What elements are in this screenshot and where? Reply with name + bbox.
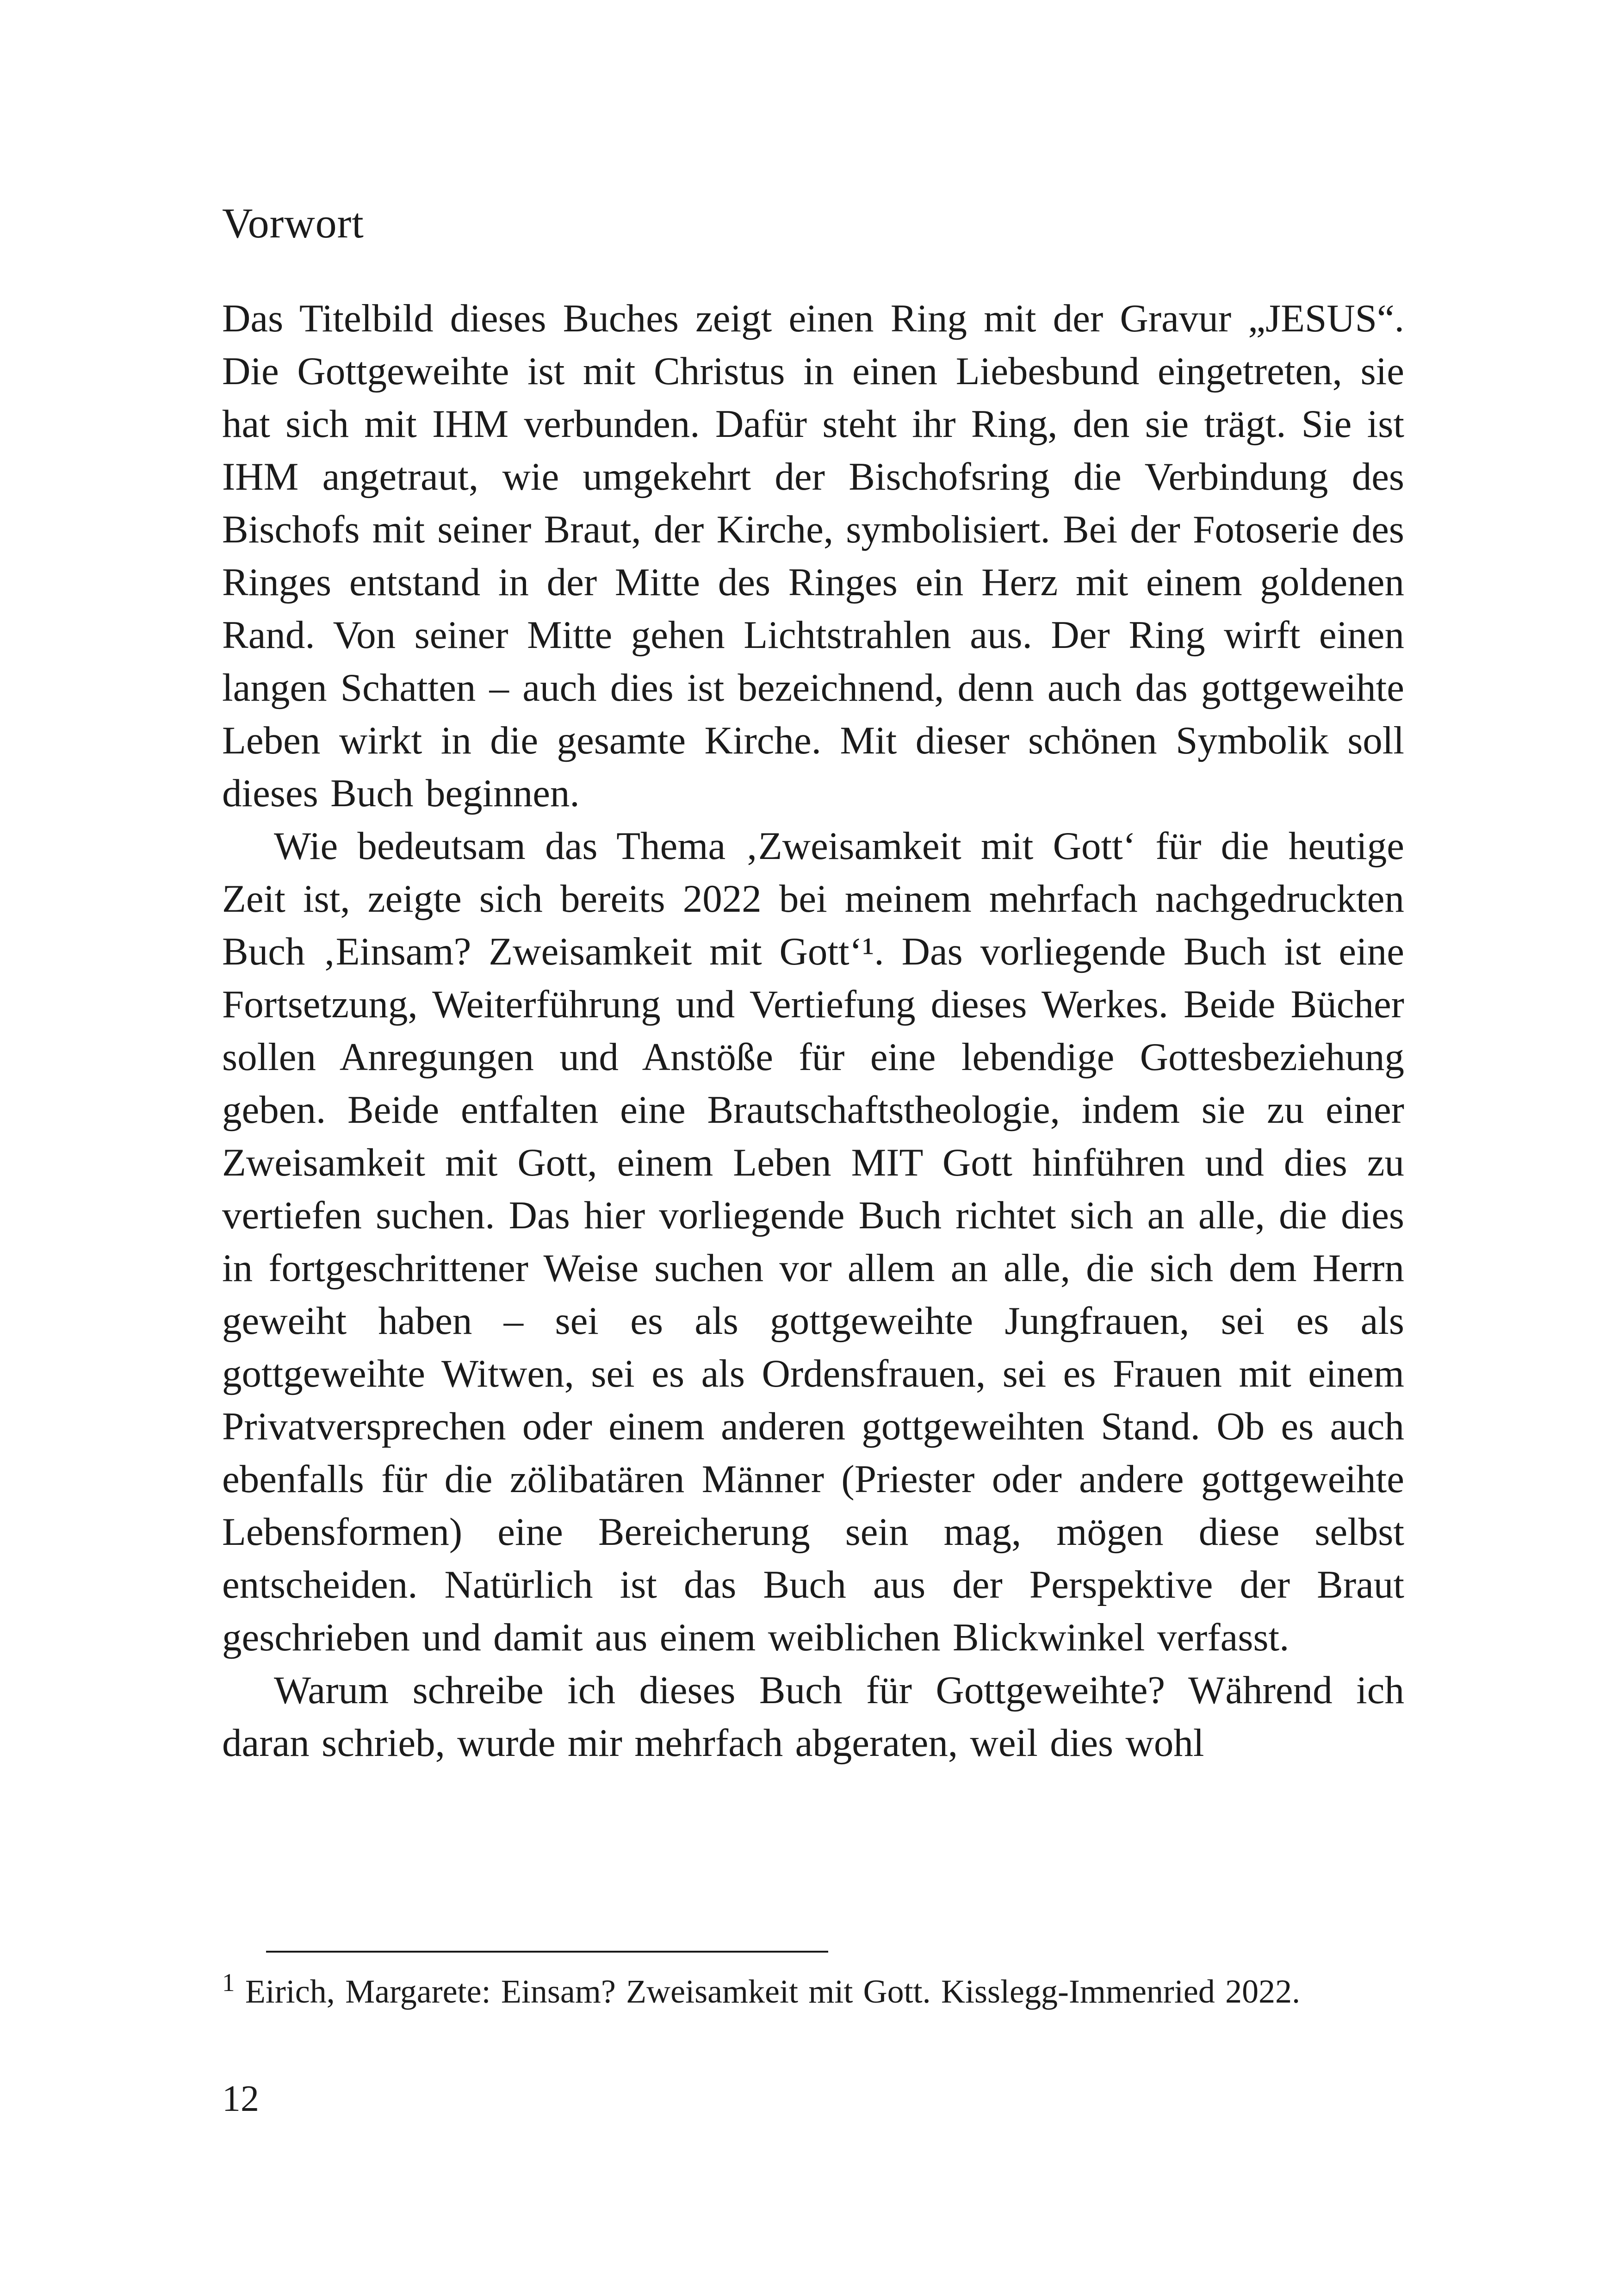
paragraph-3: Warum schreibe ich dieses Buch für Gottgeweihte? Während ich daran schrieb, wurde mir mehrfach abgeraten, weil dies wohl <box>222 1668 1404 1765</box>
footnote-text: Eirich, Margarete: Einsam? Zweisamkeit mit Gott. Kisslegg-Immenried 2022. <box>245 1973 1301 2010</box>
chapter-heading: Vorwort <box>222 199 364 247</box>
paragraph-2: Wie bedeutsam das Thema ‚Zweisamkeit mit Gott‘ für die heutige Zeit ist, zeigte sich bereits 2022 bei meinem mehrfach nachgedruckten Buch ‚Einsam? Zweisamkeit mit Gott‘¹. Das vorliegende Buch ist eine Fortsetzung, Weiterführung und Vertiefung dieses Werkes. Beide Bücher sollen Anregungen und Anstöße für eine lebendige Gottesbeziehung geben. Beide entfalten eine Brautschaftstheologie, indem sie zu einer Zweisamkeit mit Gott, einem Leben MIT Gott hinführen und dies zu vertiefen suchen. Das hier vorliegende Buch richtet sich an alle, die dies in fortgeschrittener Weise suchen vor allem an alle, die sich dem Herrn geweiht haben – sei es als gottgeweihte Jungfrauen, sei es als gottgeweihte Witwen, sei es als Ordensfrauen, sei es Frauen mit einem Privatversprechen oder einem anderen gottgeweihten Stand. Ob es auch ebenfalls für die zölibatären Männer (Priester oder andere gottgeweihte Lebensformen) eine Bereicherung sein mag, mögen diese selbst entscheiden. Natürlich ist das Buch aus der Perspektive der Braut geschrieben und damit aus einem weiblichen Blickwinkel verfasst. <box>222 824 1404 1659</box>
footnote <box>222 1968 1404 2015</box>
footnote-marker: 1 <box>222 1968 235 1997</box>
page-number: 12 <box>222 2078 259 2119</box>
paragraph-1: Das Titelbild dieses Buches zeigt einen Ring mit der Gravur „JESUS“. Die Gottgeweihte ist mit Christus in einen Liebesbund eingetreten, sie hat sich mit IHM verbunden. Dafür steht ihr Ring, den sie trägt. Sie ist IHM angetraut, wie umgekehrt der Bischofsring die Verbindung des Bischofs mit seiner Braut, der Kirche, symbolisiert. Bei der Fotoserie des Ringes entstand in der Mitte des Ringes ein Herz mit einem goldenen Rand. Von seiner Mitte gehen Lichtstrahlen aus. Der Ring wirft einen langen Schatten – auch dies ist bezeichnend, denn auch das gottgeweihte Leben wirkt in die gesamte Kirche. Mit dieser schönen Symbolik soll dieses Buch beginnen. <box>222 296 1404 815</box>
footnote-separator <box>266 1951 828 1953</box>
footnote-area <box>222 1951 1404 2015</box>
text-block <box>222 199 1404 1769</box>
